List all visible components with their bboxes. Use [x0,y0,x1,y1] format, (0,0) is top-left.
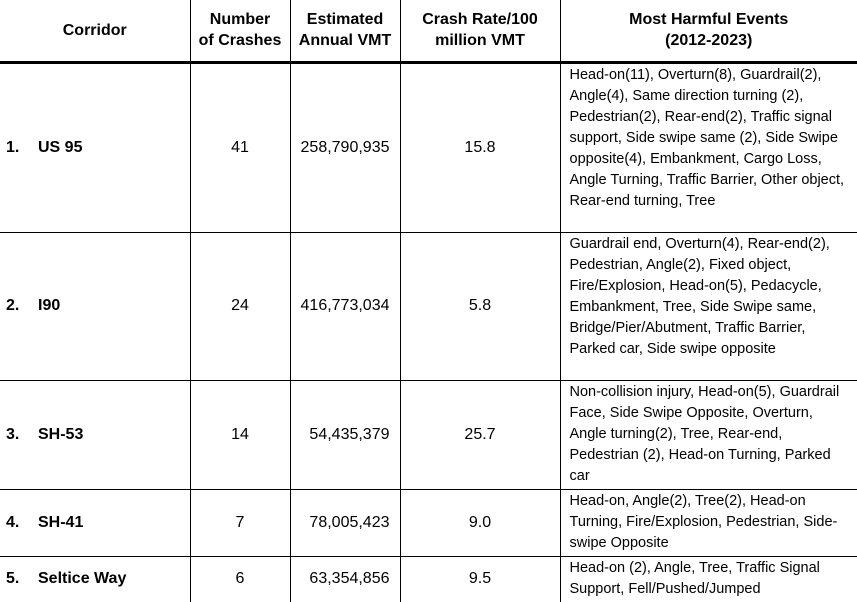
header-most-harmful-events [560,0,857,62]
crash-rate-cell: 9.0 [400,489,560,556]
vmt-cell: 54,435,379 [290,380,400,489]
crashes-cell: 14 [190,380,290,489]
crashes-cell: 7 [190,489,290,556]
header-crashes-line-1: Number [209,11,271,29]
corridor-name: Seltice Way [38,570,127,587]
table-row [0,556,857,602]
harmful-events-cell: Head-on (2), Angle, Tree, Traffic Signal Support, Fell/Pushed/Jumped [569,559,820,597]
header-events-line-1: Most Harmful Events [629,11,789,29]
header-rate-line-1: Crash Rate/100 [422,11,538,29]
corridor-name: SH-41 [38,513,84,531]
header-crash-rate [400,0,560,62]
corridor-cell [0,62,190,232]
corridor-cell [0,232,190,380]
header-crashes-line-2: of Crashes [198,32,282,50]
crashes-cell: 6 [190,556,290,602]
row-number: 1. [6,138,20,156]
row-number: 2. [6,297,20,314]
row-number: 4. [6,513,20,531]
crash-rate-cell: 15.8 [400,62,560,232]
row-number: 3. [6,425,20,443]
table-row [0,489,857,556]
corridor-cell [0,489,190,556]
header-events-line-2: (2012-2023) [665,32,753,50]
row-number: 5. [6,570,20,587]
vmt-cell: 258,790,935 [290,62,400,232]
crash-rate-cell: 25.7 [400,380,560,489]
header-corridor [0,0,190,62]
table-row [0,380,857,489]
crashes-cell: 24 [190,232,290,380]
crash-rate-cell: 5.8 [400,232,560,380]
vmt-cell: 416,773,034 [290,232,400,380]
vmt-cell: 63,354,856 [290,556,400,602]
header-rate-line-2: million VMT [435,32,525,50]
header-number-of-crashes [190,0,290,62]
vmt-cell: 78,005,423 [290,489,400,556]
corridor-cell [0,380,190,489]
harmful-events-cell: Non-collision injury, Head-on(5), Guardrail Face, Side Swipe Opposite, Overturn, Angle turning(2), Tree, Rear-end, Pedestrian (2), Head-on Turning, Parked car [560,380,857,489]
crashes-cell: 41 [190,62,290,232]
table-row [0,232,857,380]
corridor-name: SH-53 [38,425,84,443]
crash-rate-cell: 9.5 [400,556,560,602]
header-row [0,0,857,62]
corridor-cell [0,556,190,602]
corridor-name: US 95 [38,138,83,156]
harmful-events-cell: Head-on, Angle(2), Tree(2), Head-on Turning, Fire/Explosion, Pedestrian, Side-swipe Opposite [560,489,857,556]
table-row [0,62,857,232]
header-vmt-line-1: Estimated [306,11,384,29]
corridor-name: I90 [38,297,61,314]
harmful-events-cell: Head-on(11), Overturn(8), Guardrail(2), Angle(4), Same direction turning (2), Pedestrian(2), Rear-end(2), Traffic signal support, Side swipe same (2), Side Swipe opposite(4), Embankment, Cargo Loss, Angle Turning, Traffic Barrier, Other object, Rear-end turning, Tree [560,62,857,232]
header-corridor-line: Corridor [62,21,127,39]
header-vmt-line-2: Annual VMT [298,32,392,50]
header-estimated-annual-vmt [290,0,400,62]
harmful-events-cell: Guardrail end, Overturn(4), Rear-end(2), Pedestrian, Angle(2), Fixed object, Fire/Explosion, Head-on(5), Pedacycle, Embankment, Tree, Side Swipe same, Bridge/Pier/Abutment, Traffic Barrier, Parked car, Side swipe opposite [560,232,857,380]
